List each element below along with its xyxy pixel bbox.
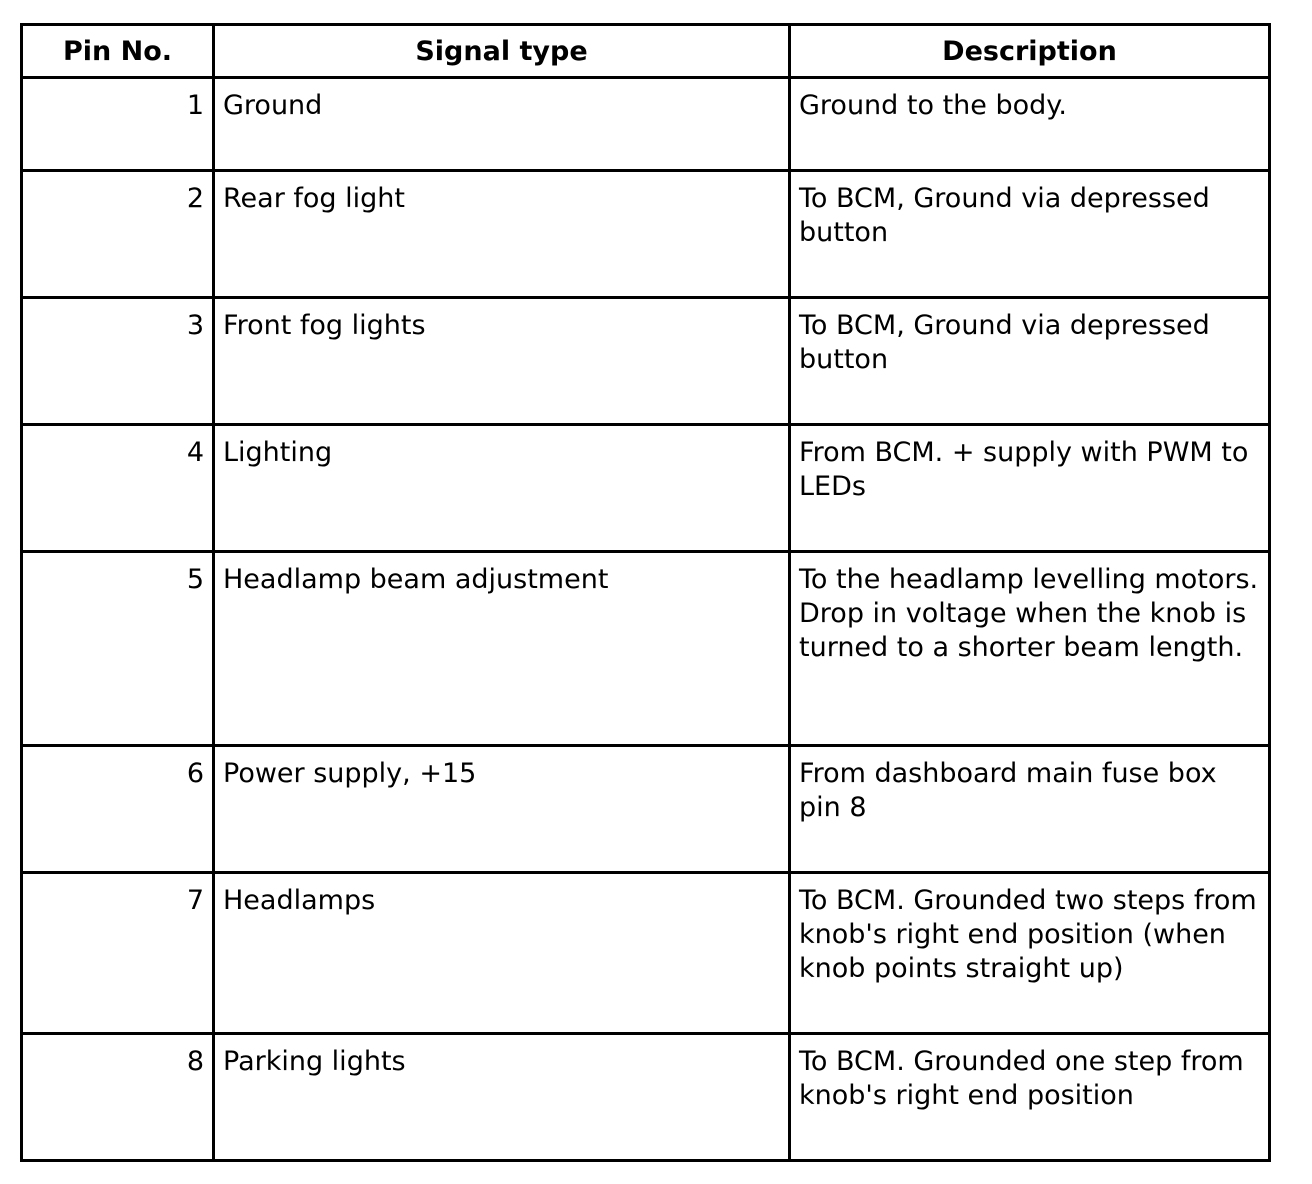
signal-cell: Power supply, +15: [214, 746, 790, 873]
table-row: [22, 425, 1270, 552]
header-pin-no: Pin No.: [22, 25, 214, 78]
pin-cell: 2: [22, 171, 214, 298]
description-cell: To BCM. Grounded two steps from knob's right end position (when knob points straight up): [790, 873, 1270, 1034]
table-row: [22, 78, 1270, 171]
header-description: Description: [790, 25, 1270, 78]
signal-cell: Front fog lights: [214, 298, 790, 425]
signal-cell: Ground: [214, 78, 790, 171]
header-row: [22, 25, 1270, 78]
description-cell: Ground to the body.: [790, 78, 1270, 171]
pin-cell: 4: [22, 425, 214, 552]
table-row: [22, 746, 1270, 873]
pin-cell: 6: [22, 746, 214, 873]
description-cell: From dashboard main fuse box pin 8: [790, 746, 1270, 873]
description-cell: To BCM. Grounded one step from knob's right end position: [790, 1034, 1270, 1161]
pin-cell: 1: [22, 78, 214, 171]
signal-cell: Headlamps: [214, 873, 790, 1034]
signal-cell: Rear fog light: [214, 171, 790, 298]
pin-table: [20, 23, 1271, 1162]
description-cell: From BCM. + supply with PWM to LEDs: [790, 425, 1270, 552]
pin-cell: 8: [22, 1034, 214, 1161]
table-row: [22, 873, 1270, 1034]
table-row: [22, 171, 1270, 298]
table-row: [22, 1034, 1270, 1161]
pin-cell: 5: [22, 552, 214, 746]
description-cell: To BCM, Ground via depressed button: [790, 298, 1270, 425]
table-row: [22, 552, 1270, 746]
signal-cell: Headlamp beam adjustment: [214, 552, 790, 746]
signal-cell: Lighting: [214, 425, 790, 552]
pin-cell: 7: [22, 873, 214, 1034]
description-cell: To the headlamp levelling motors. Drop in voltage when the knob is turned to a shorter beam length.: [790, 552, 1270, 746]
description-cell: To BCM, Ground via depressed button: [790, 171, 1270, 298]
pin-cell: 3: [22, 298, 214, 425]
header-signal-type: Signal type: [214, 25, 790, 78]
signal-cell: Parking lights: [214, 1034, 790, 1161]
table-row: [22, 298, 1270, 425]
